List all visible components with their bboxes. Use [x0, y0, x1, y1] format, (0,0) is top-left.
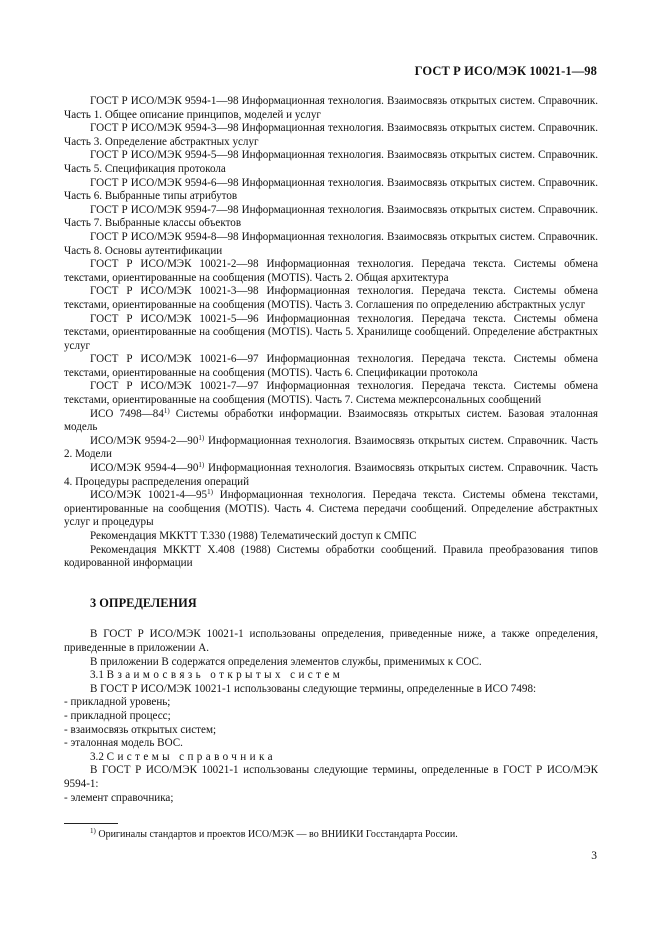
subsection-heading — [64, 669, 598, 683]
reference-item: ГОСТ Р ИСО/МЭК 9594-8—98 Информационная технология. Взаимосвязь открытых систем. Справочник. Часть 8. Основы аутентификации — [64, 230, 598, 257]
definitions-section — [64, 597, 598, 805]
term-item: - прикладной процесс; — [64, 709, 171, 722]
reference-item: ГОСТ Р ИСО/МЭК 10021-7—97 Информационная технология. Передача текста. Системы обмена текстами, ориентированные на сообщения (MOTIS). Часть 7. Система межперсональных сообщений — [64, 380, 598, 407]
iso-reference-item — [64, 462, 598, 489]
iso-title: Информационная технология. Взаимосвязь открытых систем. Справочник. Часть 4. Процедуры распределения операций — [64, 462, 598, 488]
footnote-marker: 1) — [90, 827, 96, 835]
reference-item: ГОСТ Р ИСО/МЭК 9594-1—98 Информационная технология. Взаимосвязь открытых систем. Справочник. Часть 1. Общее описание принципов, моделей и услуг — [64, 95, 598, 121]
footnote-marker: 1) — [198, 433, 205, 442]
iso-code: ИСО/МЭК 9594-2—90 — [90, 434, 199, 447]
section-paragraph: В ГОСТ Р ИСО/МЭК 10021-1 использованы определения, приведенные ниже, а также определения, приведенные в приложении А. — [64, 628, 598, 654]
page-body — [64, 95, 598, 805]
iso-code: ИСО/МЭК 10021-4—95 — [90, 489, 208, 502]
reference-list — [64, 95, 598, 571]
reference-item: ГОСТ Р ИСО/МЭК 10021-2—98 Информационная технология. Передача текста. Системы обмена текстами, ориентированные на сообщения (MOTIS). Часть 2. Общая архитектура — [64, 258, 598, 284]
footnote-divider — [64, 823, 118, 824]
subsection-lead: В ГОСТ Р ИСО/МЭК 10021-1 использованы следующие термины, определенные в ИСО 7498: — [90, 682, 537, 695]
reference-item: ГОСТ Р ИСО/МЭК 9594-6—98 Информационная технология. Взаимосвязь открытых систем. Справочник. Часть 6. Выбранные типы атрибутов — [64, 176, 598, 203]
iso-code: ИСО/МЭК 9594-4—90 — [90, 462, 199, 475]
reference-item: ГОСТ Р ИСО/МЭК 9594-3—98 Информационная технология. Взаимосвязь открытых систем. Справочник. Часть 3. Определение абстрактных услуг — [64, 122, 598, 148]
reference-item: ГОСТ Р ИСО/МЭК 10021-5—96 Информационная технология. Передача текста. Системы обмена текстами, ориентированные на сообщения (MOTIS). Часть 5. Хранилище сообщений. Определение абстрактных услуг — [64, 312, 598, 352]
term-item: - прикладной уровень; — [64, 696, 171, 709]
recommendation-item: Рекомендация МККТТ Т.330 (1988) Телематический доступ к СМПС — [90, 530, 417, 542]
page-number: 3 — [591, 850, 597, 862]
recommendation-item: Рекомендация МККТТ Х.408 (1988) Системы обработки сообщений. Правила преобразования типов кодированной информации — [64, 543, 598, 570]
iso-code: ИСО 7498—84 — [90, 407, 164, 420]
footnote-marker: 1) — [207, 488, 213, 497]
iso-title: Информационная технология. Передача текста. Системы обмена текстами, ориентированные на сообщения (MOTIS). Часть 4. Система передачи сообщений. Определение абстрактных услуг и процедуры — [64, 489, 599, 529]
iso-reference-item — [64, 489, 598, 530]
subsection-heading — [64, 751, 598, 765]
reference-item: ГОСТ Р ИСО/МЭК 10021-6—97 Информационная технология. Передача текста. Системы обмена текстами, ориентированные на сообщения (MOTIS). Часть 6. Спецификации протокола — [64, 353, 598, 379]
reference-item: ГОСТ Р ИСО/МЭК 9594-5—98 Информационная технология. Взаимосвязь открытых систем. Справочник. Часть 5. Спецификация протокола — [64, 149, 598, 175]
subsection-number: 3.1 — [90, 669, 104, 682]
section-heading: 3 ОПРЕДЕЛЕНИЯ — [90, 595, 197, 610]
footnote — [90, 829, 610, 841]
subsection-title: Системы справочника — [106, 750, 276, 763]
section-paragraph: В приложении В содержатся определения элементов службы, применимых к СОС. — [90, 655, 482, 668]
footnote-marker: 1) — [163, 406, 170, 415]
footnote-marker: 1) — [198, 461, 205, 470]
subsection-number: 3.2 — [90, 750, 104, 763]
iso-title: Системы обработки информации. Взаимосвязь открытых систем. Базовая эталонная модель — [64, 407, 598, 434]
footnote-text: Оригиналы стандартов и проектов ИСО/МЭК — во ВНИИКИ Госстандарта России. — [95, 829, 458, 840]
iso-reference-item — [64, 435, 598, 462]
term-item: - эталонная модель ВОС. — [64, 737, 183, 750]
iso-title: Информационная технология. Взаимосвязь открытых систем. Справочник. Часть 2. Модели — [64, 434, 598, 461]
subsection-lead: В ГОСТ Р ИСО/МЭК 10021-1 использованы следующие термины, определенные в ГОСТ Р ИСО/МЭК 9594-1: — [64, 764, 598, 790]
running-header: ГОСТ Р ИСО/МЭК 10021-1—98 — [414, 64, 597, 78]
reference-item: ГОСТ Р ИСО/МЭК 9594-7—98 Информационная технология. Взаимосвязь открытых систем. Справочник. Часть 7. Выбранные классы объектов — [64, 203, 598, 230]
term-item: - взаимосвязь открытых систем; — [64, 723, 217, 736]
iso-reference-item — [64, 408, 598, 435]
reference-item: ГОСТ Р ИСО/МЭК 10021-3—98 Информационная технология. Передача текста. Системы обмена текстами, ориентированные на сообщения (MOTIS). Часть 3. Соглашения по определению абстрактных услуг — [64, 285, 598, 311]
subsection-title: Взаимосвязь открытых систем — [106, 669, 344, 682]
term-item: - элемент справочника; — [64, 791, 174, 804]
